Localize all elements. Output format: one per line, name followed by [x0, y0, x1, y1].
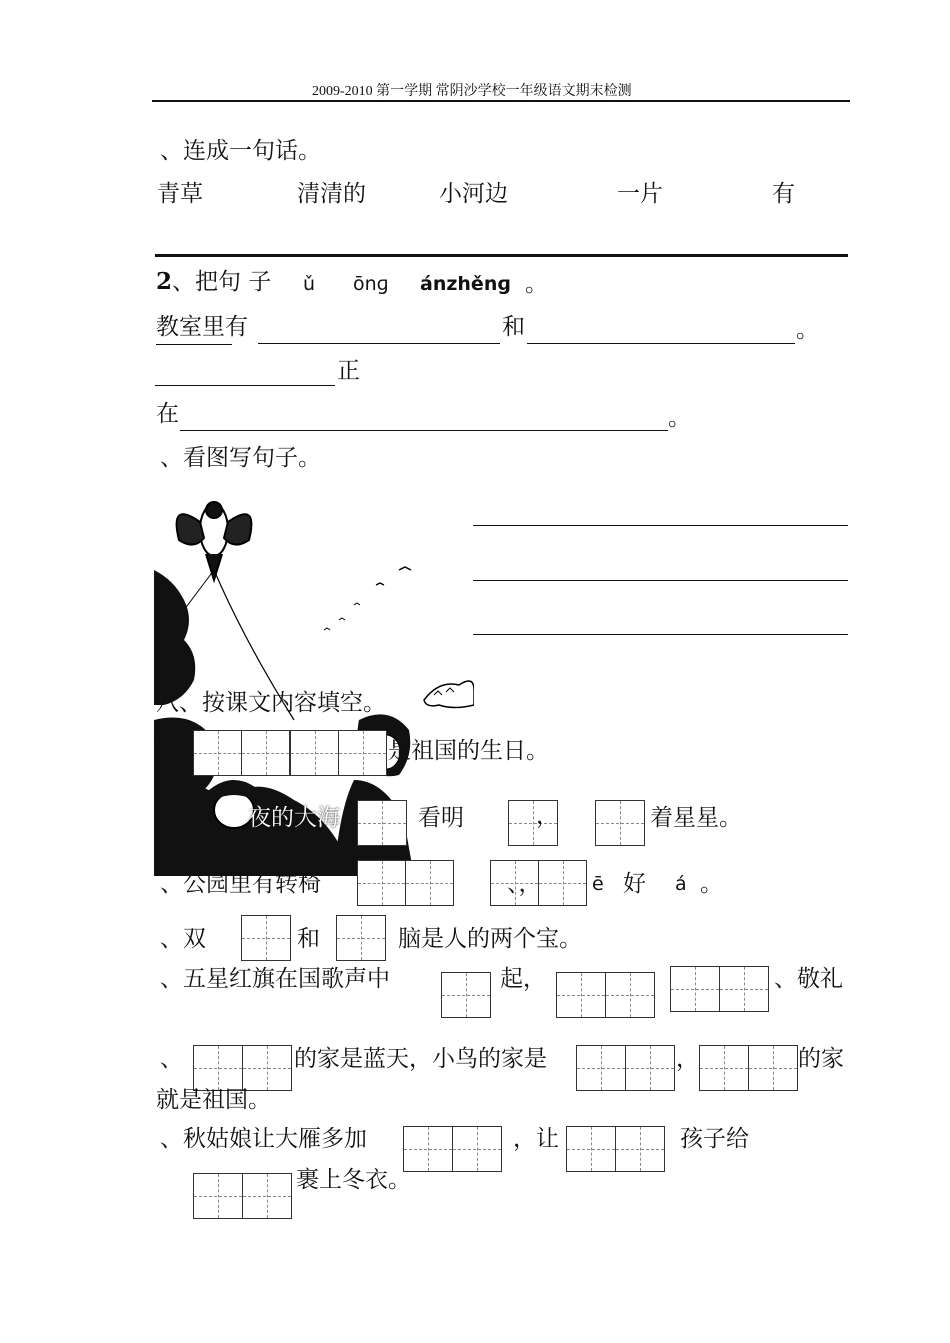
pinyin-u: ǔ — [303, 273, 316, 295]
tianzige-box[interactable] — [336, 915, 386, 961]
connect-word: 小河边 — [439, 181, 508, 207]
fill-l7-a: 、秋姑娘让大雁多加 — [160, 1126, 367, 1152]
tianzige-box[interactable] — [241, 915, 291, 961]
fill-l7-d: 裹上冬衣。 — [296, 1167, 411, 1193]
connect-word: 清清的 — [297, 181, 366, 207]
fill-l5-qi: 起， — [500, 966, 546, 992]
header-rule — [152, 100, 850, 102]
fill-l2-a: 夜的大海 — [248, 805, 340, 831]
tianzige-box[interactable] — [403, 1126, 502, 1172]
fill-l4-end: 脑是人的两个宝。 — [398, 926, 582, 952]
q2-number: 2 — [156, 268, 173, 295]
fill-l4-he: 和 — [297, 926, 320, 952]
fill-l7-c: 孩子给 — [680, 1126, 749, 1152]
sentence-start: 教室里有 — [156, 314, 248, 340]
answer-blank[interactable] — [473, 634, 848, 635]
tianzige-box[interactable] — [290, 730, 387, 776]
sentence-end-period: 。 — [796, 317, 819, 343]
fill-l3-sep: 、， — [507, 871, 542, 897]
answer-blank[interactable] — [155, 385, 335, 386]
fill-l5-end: 、敬礼 — [774, 966, 843, 992]
pinyin-ong: ōnɡ — [353, 273, 389, 295]
tianzige-box[interactable] — [556, 972, 655, 1018]
tianzige-box[interactable] — [193, 730, 290, 776]
tianzige-box[interactable] — [357, 860, 454, 906]
fill-l6-b: 的家是蓝天，小鸟的家是 — [294, 1046, 547, 1072]
fill-l3-end: 。 — [700, 871, 723, 897]
q2-heading-text: 、把句 子 — [172, 269, 272, 295]
fill-l6-d: 就是祖国。 — [156, 1087, 271, 1113]
answer-blank[interactable] — [180, 430, 668, 431]
tianzige-box[interactable] — [566, 1126, 665, 1172]
pinyin-e: ē — [592, 873, 604, 895]
fill-l6-comma: ， — [676, 1046, 699, 1072]
fill-l3-hao: 好 — [623, 871, 646, 897]
page-header: 2009-2010 第一学期 常阴沙学校一年级语文期末检测 — [312, 84, 632, 99]
tianzige-box[interactable] — [699, 1045, 798, 1091]
answer-blank[interactable] — [473, 525, 848, 526]
q2-period: 。 — [525, 271, 548, 297]
pinyin-anzheng: ánzhěnɡ — [420, 273, 511, 295]
answer-blank[interactable] — [527, 343, 795, 344]
sentence-he: 和 — [502, 314, 525, 340]
fill-l6-a: 、 — [160, 1046, 183, 1072]
answer-blank[interactable] — [473, 580, 848, 581]
fill-l2-b: 看明 — [418, 805, 464, 831]
answer-line-thick — [155, 254, 848, 257]
connect-word: 有 — [772, 181, 795, 207]
fill-l1-text: 是祖国的生日。 — [388, 738, 549, 764]
tianzige-box[interactable] — [357, 800, 407, 846]
tianzige-box[interactable] — [595, 800, 645, 846]
fill-l7-b: ，让 — [513, 1126, 559, 1152]
tianzige-box[interactable] — [441, 972, 491, 1018]
fill-l3-a: 、公园里有转椅 — [160, 871, 321, 897]
fill-l2-end: 着星星。 — [650, 805, 742, 831]
fill-l2-comma: ， — [536, 803, 559, 829]
sentence-zheng: 正 — [337, 358, 360, 384]
connect-word: 青草 — [157, 181, 203, 207]
sentence-zai: 在 — [156, 401, 179, 427]
underline — [156, 344, 232, 345]
picture-heading: 、看图写句子。 — [160, 445, 321, 471]
sentence-zai-period: 。 — [668, 405, 691, 431]
tianzige-box[interactable] — [576, 1045, 675, 1091]
answer-blank[interactable] — [258, 343, 500, 344]
pinyin-a: á — [675, 873, 687, 895]
fill-heading: 八、按课文内容填空。 — [156, 690, 386, 716]
fill-l5-a: 、五星红旗在国歌声中 — [160, 966, 390, 992]
fill-l4-a: 、双 — [160, 926, 206, 952]
tianzige-box[interactable] — [193, 1173, 292, 1219]
q2-heading — [156, 268, 271, 296]
tianzige-box[interactable] — [193, 1045, 292, 1091]
connect-word: 一片 — [617, 181, 663, 207]
connect-heading: 、连成一句话。 — [160, 138, 321, 164]
fill-l6-c: 的家 — [798, 1046, 844, 1072]
tianzige-box[interactable] — [670, 966, 769, 1012]
